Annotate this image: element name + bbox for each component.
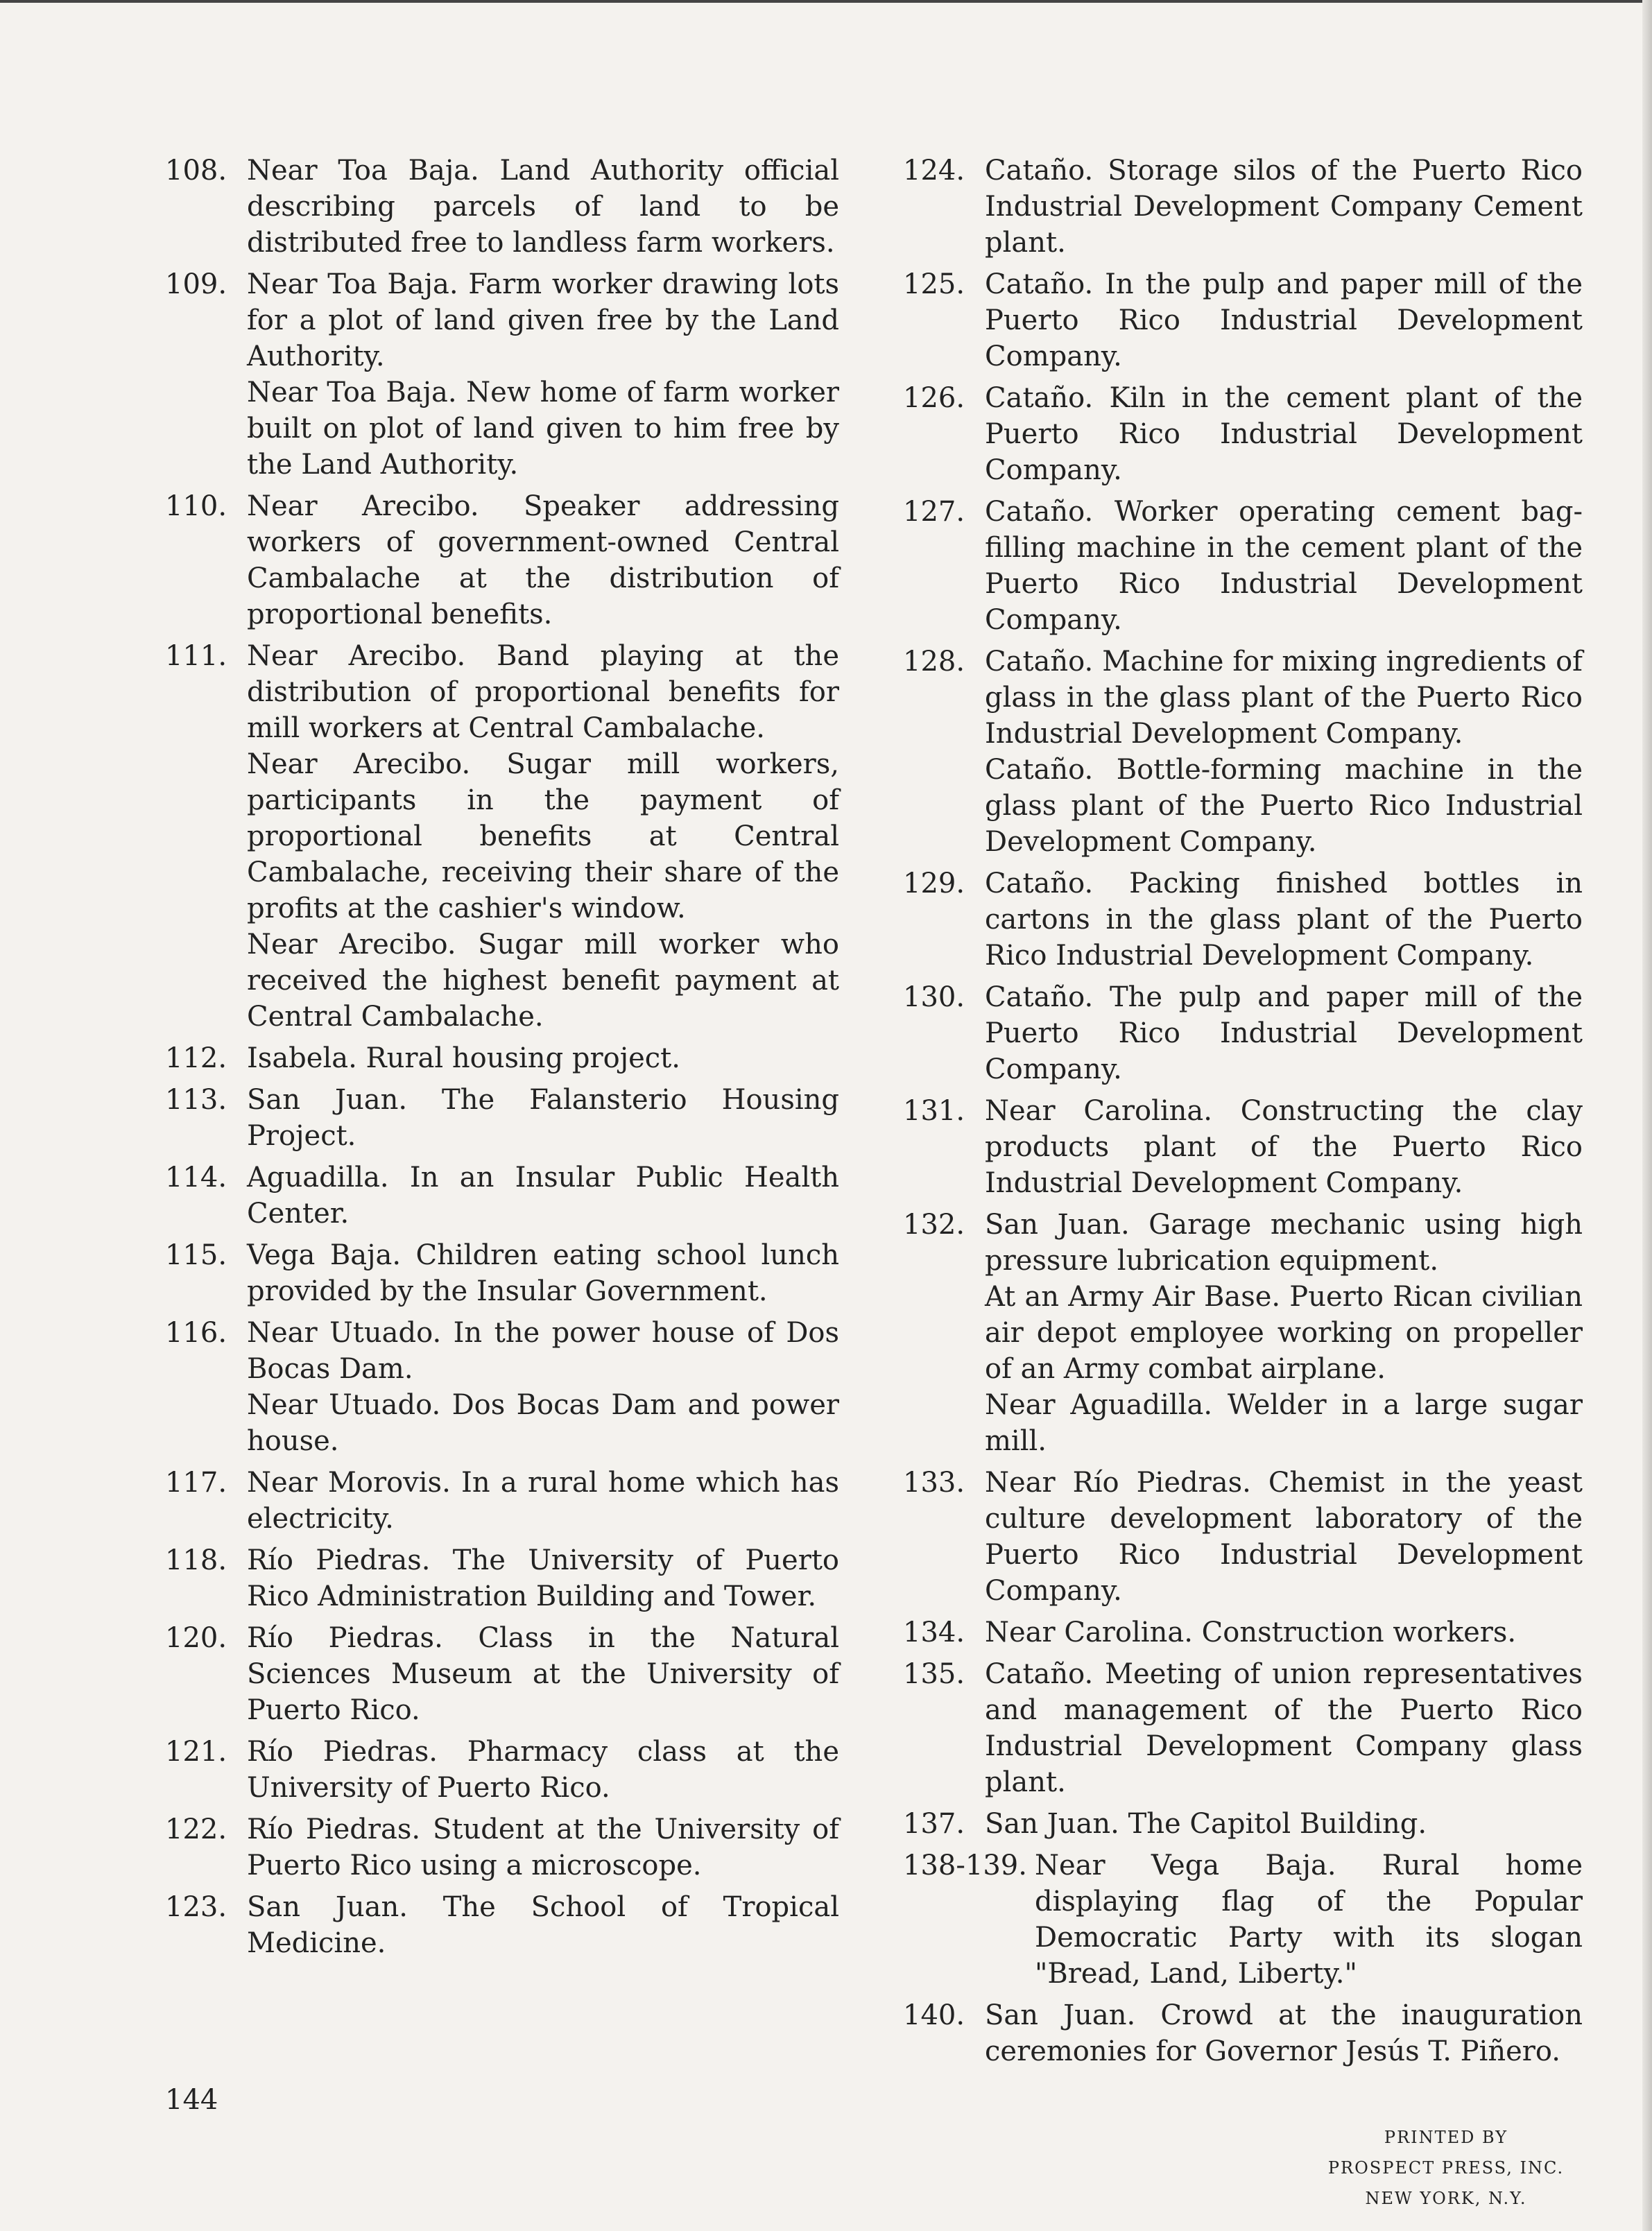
caption-text: Near Toa Baja. Farm worker drawing lots for a plot of land given free by the Land Authority. [247,268,839,372]
printer-line-1: PRINTED BY [1384,2128,1508,2147]
caption-number: 138-139. [903,1850,1027,1881]
printer-line-2: PROSPECT PRESS, INC. [1327,2158,1565,2178]
page-number: 144 [165,2084,218,2116]
caption-number: 111. [165,640,227,672]
caption-number: 124. [903,155,965,187]
caption-number: 113. [165,1084,227,1116]
caption-number: 140. [903,1999,965,2031]
caption-entry [165,1315,839,1459]
caption-text: Cataño. Packing finished bottles in cartons in the glass plant of the Puerto Rico Industrial Development Company. [985,868,1583,972]
caption-number: 109. [165,268,227,300]
caption-entry [903,1806,1583,1842]
caption-subtext: Near Utuado. Dos Bocas Dam and power house. [247,1389,839,1457]
caption-entry [165,488,839,632]
caption-subtext: Near Aguadilla. Welder in a large sugar mill. [985,1389,1583,1457]
caption-number: 108. [165,155,227,187]
caption-entry [903,1614,1583,1651]
caption-text: Aguadilla. In an Insular Public Health Center. [247,1162,839,1230]
caption-number: 122. [165,1814,227,1845]
caption-entry [165,1082,839,1154]
caption-text: Near Arecibo. Band playing at the distribution of proportional benefits for mill workers at Central Cambalache. [247,640,839,744]
caption-text: San Juan. Garage mechanic using high pressure lubrication equipment. [985,1209,1583,1277]
caption-text: Río Piedras. The University of Puerto Rico Administration Building and Tower. [247,1544,839,1612]
caption-text: Near Toa Baja. Land Authority official describing parcels of land to be distributed free to landless farm workers. [247,155,839,259]
caption-text: Río Piedras. Class in the Natural Sciences Museum at the University of Puerto Rico. [247,1622,839,1726]
caption-number: 130. [903,981,965,1013]
caption-text: Cataño. Meeting of union representatives and management of the Puerto Rico Industrial Development Company glass plant. [985,1658,1583,1798]
caption-number: 123. [165,1891,227,1923]
caption-text: Cataño. Storage silos of the Puerto Rico Industrial Development Company Cement plant. [985,155,1583,259]
caption-entry [903,1847,1583,1992]
caption-text: Cataño. The pulp and paper mill of the Puerto Rico Industrial Development Company. [985,981,1583,1085]
caption-entry [903,153,1583,261]
caption-number: 120. [165,1622,227,1654]
caption-entry [165,1734,839,1806]
caption-number: 121. [165,1736,227,1768]
caption-number: 131. [903,1095,965,1127]
printer-line-3: NEW YORK, N.Y. [1365,2189,1527,2208]
caption-entry [165,638,839,1035]
caption-text: Río Piedras. Pharmacy class at the University of Puerto Rico. [247,1736,839,1804]
caption-text: San Juan. The Capitol Building. [985,1808,1427,1840]
caption-number: 128. [903,646,965,678]
caption-number: 134. [903,1617,965,1648]
caption-text: Cataño. Worker operating cement bag-filling machine in the cement plant of the Puerto Rico Industrial Development Company. [985,496,1583,636]
page-edge [1642,0,1652,2231]
caption-text: Near Vega Baja. Rural home displaying flag of the Popular Democratic Party with its slogan "Bread, Land, Liberty." [1035,1850,1583,1990]
printer-imprint [1318,2122,1574,2214]
caption-entry [165,1620,839,1728]
caption-subtext: Near Arecibo. Sugar mill worker who received the highest benefit payment at Central Cambalache. [247,929,839,1033]
caption-text: Near Río Piedras. Chemist in the yeast culture development laboratory of the Puerto Rico Industrial Development Company. [985,1467,1583,1607]
caption-subtext: Near Arecibo. Sugar mill workers, participants in the payment of proportional benefits at Central Cambalache, receiving their share of the profits at the cashier's window. [247,748,839,924]
caption-number: 137. [903,1808,965,1840]
caption-entry [165,1160,839,1232]
caption-entry [903,380,1583,488]
caption-text: Vega Baja. Children eating school lunch provided by the Insular Government. [247,1239,839,1307]
caption-text: Río Piedras. Student at the University of Puerto Rico using a microscope. [247,1814,839,1881]
caption-number: 118. [165,1544,227,1576]
caption-number: 110. [165,490,227,522]
caption-entry [165,266,839,483]
caption-entry [903,979,1583,1087]
caption-entry [903,644,1583,860]
caption-entry [165,153,839,261]
caption-entry [165,1542,839,1614]
right-column [903,153,1583,2075]
left-column [165,153,839,1967]
caption-entry [165,1237,839,1309]
caption-number: 132. [903,1209,965,1241]
caption-entry [165,1465,839,1537]
caption-entry [903,1656,1583,1800]
caption-text: Cataño. Kiln in the cement plant of the Puerto Rico Industrial Development Company. [985,382,1583,486]
caption-text: San Juan. The Falansterio Housing Project. [247,1084,839,1152]
caption-entry [903,1465,1583,1609]
caption-text: Near Morovis. In a rural home which has electricity. [247,1467,839,1535]
caption-entry [903,1207,1583,1459]
caption-entry [903,266,1583,374]
caption-number: 135. [903,1658,965,1690]
caption-number: 115. [165,1239,227,1271]
caption-text: Isabela. Rural housing project. [247,1042,680,1074]
caption-number: 126. [903,382,965,414]
caption-number: 114. [165,1162,227,1194]
caption-number: 112. [165,1042,227,1074]
caption-number: 117. [165,1467,227,1499]
top-border [0,0,1652,3]
caption-entry [903,494,1583,638]
caption-text: Near Carolina. Construction workers. [985,1617,1517,1648]
caption-number: 127. [903,496,965,528]
caption-text: Cataño. Machine for mixing ingredients of glass in the glass plant of the Puerto Rico Industrial Development Company. [985,646,1583,750]
caption-entry [903,865,1583,974]
caption-text: Near Arecibo. Speaker addressing workers of government-owned Central Cambalache at the distribution of proportional benefits. [247,490,839,630]
caption-entry [165,1811,839,1884]
caption-number: 129. [903,868,965,899]
caption-subtext: Near Toa Baja. New home of farm worker built on plot of land given to him free by the Land Authority. [247,377,839,481]
caption-entry [903,1997,1583,2069]
caption-entry [903,1093,1583,1201]
caption-text: San Juan. The School of Tropical Medicine. [247,1891,839,1959]
caption-entry [165,1889,839,1961]
caption-text: San Juan. Crowd at the inauguration ceremonies for Governor Jesús T. Piñero. [985,1999,1583,2067]
caption-number: 116. [165,1317,227,1349]
caption-text: Near Carolina. Constructing the clay products plant of the Puerto Rico Industrial Development Company. [985,1095,1583,1199]
caption-number: 133. [903,1467,965,1499]
caption-number: 125. [903,268,965,300]
caption-subtext: At an Army Air Base. Puerto Rican civilian air depot employee working on propeller of an Army combat airplane. [985,1281,1583,1385]
caption-entry [165,1040,839,1076]
caption-text: Cataño. In the pulp and paper mill of the Puerto Rico Industrial Development Company. [985,268,1583,372]
caption-subtext: Cataño. Bottle-forming machine in the glass plant of the Puerto Rico Industrial Development Company. [985,754,1583,858]
caption-text: Near Utuado. In the power house of Dos Bocas Dam. [247,1317,839,1385]
